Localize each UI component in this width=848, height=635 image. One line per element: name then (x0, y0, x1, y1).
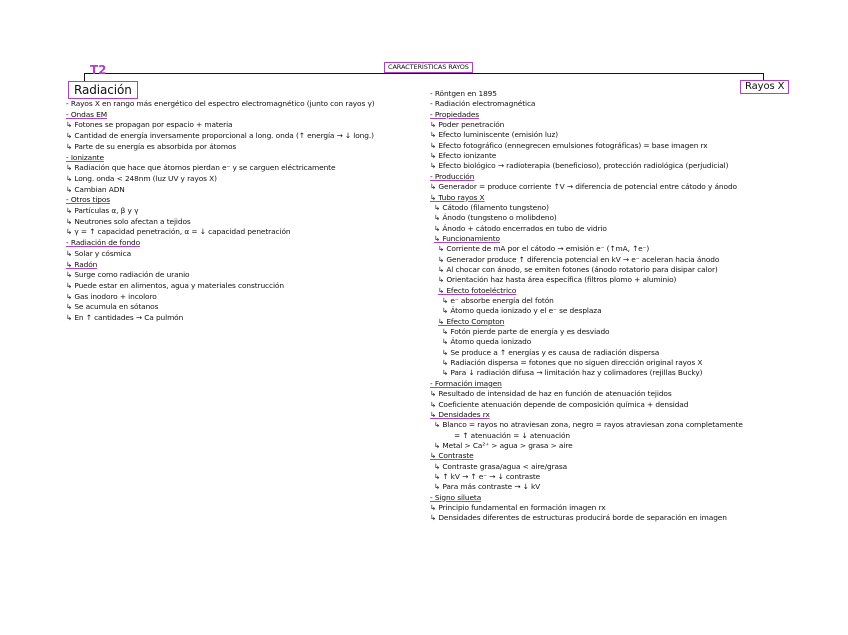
right-note-line: ↳ e⁻ absorbe energía del fotón (442, 296, 554, 305)
page-title: CARACTERÍSTICAS RAYOS (384, 62, 473, 73)
right-note-line: - Formación imagen (430, 378, 502, 388)
right-note-line: ↳ Densidades diferentes de estructuras producirá borde de separación en imagen (430, 513, 727, 523)
left-note-line: ↳ Radiación que hace que átomos pierdan e⁻ y se carguen eléctricamente (66, 163, 336, 173)
right-note-line: ↳ Corriente de mA por el cátodo → emisión e⁻ (↑mA, ↑e⁻) (438, 244, 650, 254)
left-note-line: ↳ Se acumula en sótanos (66, 302, 159, 312)
right-note-line: ↳ Contraste (430, 451, 474, 461)
left-note-line: ↳ Surge como radiación de uranio (66, 270, 190, 280)
left-note-line: ↳ Radón (66, 259, 98, 269)
right-note-line: ↳ Átomo queda ionizado (442, 337, 532, 347)
right-note-line: - Röntgen en 1895 (430, 89, 497, 98)
right-note-line: ↳ Fotón pierde parte de energía y es desviado (442, 327, 610, 337)
right-note-line: ↳ Resultado de intensidad de haz en función de atenuación tejidos (430, 389, 672, 399)
right-note-line: - Radiación electromagnética (430, 99, 536, 109)
left-section-heading: Radiación (68, 81, 138, 99)
left-note-line: ↳ Parte de su energía es absorbida por átomos (66, 141, 237, 151)
left-note-line: ↳ γ = ↑ capacidad penetración, α = ↓ capacidad penetración (66, 227, 291, 237)
left-note-line: ↳ Cambian ADN (66, 184, 125, 194)
right-note-line: ↳ Radiación dispersa = fotones que no siguen dirección original rayos X (442, 358, 703, 368)
right-note-line: ↳ Funcionamiento (434, 233, 500, 243)
left-note-line: ↳ Cantidad de energía inversamente proporcional a long. onda (↑ energía → ↓ long.) (66, 131, 374, 141)
left-note-line: - Rayos X en rango más energético del espectro electromagnético (junto con rayos γ) (66, 99, 375, 108)
left-note-line: ↳ Long. onda < 248nm (luz UV y rayos X) (66, 173, 217, 183)
right-note-line: ↳ Tubo rayos X (430, 192, 485, 202)
right-section-heading: Rayos X (740, 80, 789, 94)
left-note-line: ↳ Fotones se propagan por espacio + materia (66, 120, 233, 130)
right-note-line: ↳ Poder penetración (430, 120, 505, 130)
left-note-line: - Ondas EM (66, 109, 107, 119)
right-note-line: ↳ Densidades rx (430, 409, 490, 419)
left-note-line: ↳ Neutrones solo afectan a tejidos (66, 216, 191, 226)
right-note-line: ↳ Orientación haz hasta área específica (filtros plomo + aluminio) (438, 275, 677, 285)
topic-tag: T2 (90, 63, 107, 77)
right-note-line: ↳ Ánodo + cátodo encerrados en tubo de vidrio (434, 223, 607, 233)
right-note-line: ↳ Efecto fotoeléctrico (438, 285, 517, 295)
right-note-line: ↳ Principio fundamental en formación imagen rx (430, 503, 606, 512)
right-note-line: ↳ Efecto Compton (438, 316, 505, 326)
left-note-line: - Otros tipos (66, 195, 111, 205)
right-note-line: ↳ Se produce a ↑ energías y es causa de radiación dispersa (442, 347, 660, 357)
right-note-line: ↳ Generador = produce corriente ↑V → diferencia de potencial entre cátodo y ánodo (430, 182, 737, 192)
right-note-line: ↳ Para más contraste → ↓ kV (434, 482, 541, 492)
right-note-line: - Signo silueta (430, 492, 482, 502)
left-note-line: ↳ Gas inodoro + incoloro (66, 291, 157, 301)
right-note-line: ↳ Coeficiente atenuación depende de composición química + densidad (430, 399, 689, 409)
title-connector-line (84, 73, 764, 74)
right-note-line: ↳ Cátodo (filamento tungsteno) (434, 202, 549, 212)
left-note-line: ↳ En ↑ cantidades → Ca pulmón (66, 313, 184, 322)
right-note-line: ↳ Efecto ionizante (430, 151, 497, 161)
right-note-line: ↳ Contraste grasa/agua < aire/grasa (434, 461, 568, 471)
right-note-line: = ↑ atenuación = ↓ atenuación (454, 430, 571, 440)
right-note-line: - Producción (430, 171, 475, 181)
right-note-line: ↳ Efecto fotográfico (ennegrecen emulsiones fotográficas) = base imagen rx (430, 140, 708, 150)
right-note-line: ↳ Metal > Ca²⁺ > agua > grasa > aire (434, 440, 573, 450)
right-note-line: ↳ Átomo queda ionizado y el e⁻ se desplaza (442, 306, 602, 316)
right-note-line: ↳ Efecto luminiscente (emisión luz) (430, 130, 559, 140)
left-note-line: - Ionizante (66, 152, 104, 162)
right-note-line: ↳ Ánodo (tungsteno o molibdeno) (434, 213, 557, 223)
left-note-line: ↳ Partículas α, β y γ (66, 206, 139, 215)
left-note-line: ↳ Solar y cósmica (66, 248, 132, 258)
right-note-line: ↳ Efecto biológico → radioterapia (beneficioso), protección radiológica (perjudicial) (430, 161, 729, 171)
right-note-line: - Propiedades (430, 109, 480, 119)
left-note-line: - Radiación de fondo (66, 238, 141, 248)
right-note-line: ↳ Generador produce ↑ diferencia potencial en kV → e⁻ aceleran hacia ánodo (438, 254, 720, 264)
left-connector-tick (84, 73, 85, 81)
right-note-line: ↳ Al chocar con ánodo, se emiten fotones (ánodo rotatorio para disipar calor) (438, 264, 718, 274)
left-note-line: ↳ Puede estar en alimentos, agua y materiales construcción (66, 280, 284, 290)
right-note-line: ↳ Blanco = rayos no atraviesan zona, negro = rayos atraviesan zona completamente (434, 420, 743, 430)
right-note-line: ↳ Para ↓ radiación difusa → limitación haz y colimadores (rejillas Bucky) (442, 368, 703, 378)
right-note-line: ↳ ↑ kV → ↑ e⁻ → ↓ contraste (434, 471, 541, 481)
